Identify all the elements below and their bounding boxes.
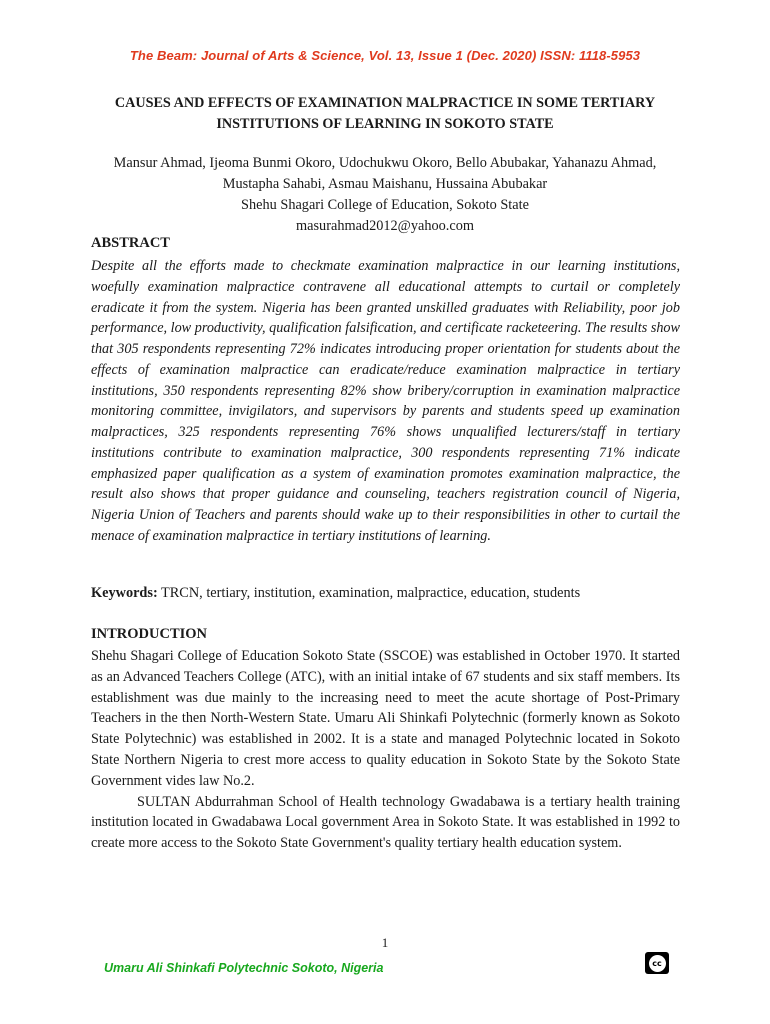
abstract-text: Despite all the efforts made to checkmate examination malpractice in our learning institutions, woefully examination malpractice contravene all educational attempts to curtail or completely eradicate it from the system. Nigeria has been granted unskilled graduates with Reliability, poor job performance, low productivity, qualification falsification, and certificate racketeering. The results show that 305 respondents representing 72% indicates introducing proper orientation for students about the effects of examination malpractice can eradicate/reduce examination malpractice in tertiary institutions, 350 respondents representing 82% show bribery/corruption in examination malpractice monitoring committee, invigilators, and supervisors by parents and students speed up examination malpractices, 325 respondents representing 76% shows unqualified lecturers/staff in tertiary institutions contribute to examination malpractice, 300 respondents representing 71% indicate emphasized paper qualification as a system of examination promotes examination malpractice, the result also shows that proper guidance and counseling, teachers registration council of Nigeria, Nigeria Union of Teachers and parents should wake up to their responsibilities in other to curtail the menace of examination malpractice in tertiary institutions of learning.	[91, 258, 680, 544]
footer-institution: Umaru Ali Shinkafi Polytechnic Sokoto, Nigeria	[104, 961, 384, 975]
paper-title	[90, 93, 680, 135]
intro-paragraph: Shehu Shagari College of Education Sokoto State (SSCOE) was established in October 1970. It started as an Advanced Teachers College (ATC), with an initial intake of 67 students and six staff members. Its establishment was due mainly to the increasing need to meet the acute shortage of Post-Primary Teachers in the then North-Western State. Umaru Ali Shinkafi Polytechnic (formerly known as Sokoto State Polytechnic) was established in 2002. It is a state and managed Polytechnic located in Sokoto State Northern Nigeria to crest more access to quality education in Sokoto State by the Sokoto State Government vides law No.2.	[91, 648, 680, 789]
introduction-body	[91, 646, 680, 854]
title-line: INSTITUTIONS OF LEARNING IN SOKOTO STATE	[216, 116, 554, 132]
cc-license-icon	[645, 952, 669, 974]
authors-line: Mustapha Sahabi, Asmau Maishanu, Hussaina Abubakar	[222, 176, 548, 192]
author-email: masurahmad2012@yahoo.com	[296, 218, 474, 234]
journal-header: The Beam: Journal of Arts & Science, Vol. 13, Issue 1 (Dec. 2020) ISSN: 1118-5953	[129, 48, 641, 63]
affiliation: Shehu Shagari College of Education, Sokoto State	[241, 197, 529, 213]
keywords	[91, 585, 680, 602]
keywords-text: TRCN, tertiary, institution, examination, malpractice, education, students	[157, 585, 581, 601]
authors-line: Mansur Ahmad, Ijeoma Bunmi Okoro, Udochukwu Okoro, Bello Abubakar, Yahanazu Ahmad,	[113, 155, 657, 171]
abstract-heading: ABSTRACT	[91, 235, 170, 251]
author-block	[90, 153, 680, 237]
intro-paragraph: SULTAN Abdurrahman School of Health technology Gwadabawa is a tertiary health training institution located in Gwadabawa Local government Area in Sokoto State. It was established in 1992 to create more access to the Sokoto State Government's quality tertiary health education system.	[91, 793, 680, 852]
cc-license-text: cc	[649, 955, 666, 972]
title-line: CAUSES AND EFFECTS OF EXAMINATION MALPRACTICE IN SOME TERTIARY	[114, 95, 656, 111]
introduction-heading: INTRODUCTION	[91, 626, 208, 642]
keywords-label: Keywords:	[91, 585, 158, 601]
page-number: 1	[381, 935, 389, 950]
